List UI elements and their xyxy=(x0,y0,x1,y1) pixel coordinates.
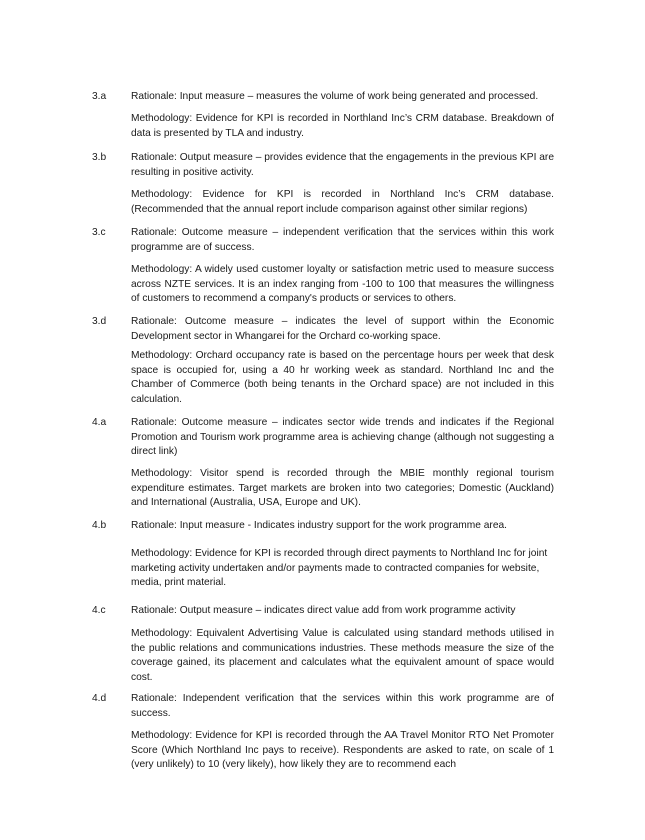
methodology-text: Methodology: Equivalent Advertising Value is calculated using standard methods utilised in the public relations and communications industries. These methods measure the size of the coverage gained, its placement and calculates what the equivalent amount of space would cost. xyxy=(131,628,554,683)
kpi-number: 3.b xyxy=(92,152,107,163)
kpi-number: 4.d xyxy=(92,693,107,704)
methodology-text: Methodology: Evidence for KPI is recorded through the AA Travel Monitor RTO Net Promoter Score (Which Northland Inc pays to receive). Respondents are asked to rate, on scale of 1 (very unlikely) to 10 (very likely), how likely they are to recommend each xyxy=(131,730,554,771)
kpi-number: 4.a xyxy=(92,417,107,428)
methodology-text: Methodology: Evidence for KPI is recorded through direct payments to Northland Inc for joint marketing activity undertaken and/or payments made to contracted companies for website, media, print material. xyxy=(131,548,548,589)
kpi-number: 3.c xyxy=(92,227,106,238)
kpi-number: 3.d xyxy=(92,316,107,327)
rationale-text: Rationale: Independent verification that the services within this work programme are of success. xyxy=(131,693,554,719)
methodology-text: Methodology: Evidence for KPI is recorded in Northland Inc’s CRM database. (Recommended that the annual report include comparison against other similar regions) xyxy=(131,189,554,215)
methodology-text: Methodology: Visitor spend is recorded through the MBIE monthly regional tourism expenditure estimates. Target markets are broken into two categories; Domestic (Auckland) and International (Australia, USA, Europe and UK). xyxy=(131,468,554,509)
rationale-text: Rationale: Outcome measure – independent verification that the services within this work programme are of success. xyxy=(131,227,554,253)
kpi-number: 4.b xyxy=(92,520,107,531)
kpi-number: 4.c xyxy=(92,605,106,616)
kpi-number: 3.a xyxy=(92,91,107,102)
methodology-text: Methodology: A widely used customer loyalty or satisfaction metric used to measure success across NZTE services. It is an index ranging from -100 to 100 that measures the willingness of customers to recommend a company's products or services to others. xyxy=(131,264,554,305)
rationale-text: Rationale: Output measure – indicates direct value add from work programme activity xyxy=(131,605,516,616)
methodology-text: Methodology: Orchard occupancy rate is based on the percentage hours per week that desk space is occupied for, using a 40 hr working week as standard. Northland Inc and the Chamber of Commerce (both being tenants in the Orchard space) are not included in this calculation. xyxy=(131,350,554,405)
rationale-text: Rationale: Outcome measure – indicates sector wide trends and indicates if the Regional Promotion and Tourism work programme area is achieving change (although not suggesting a direct link) xyxy=(131,417,554,458)
rationale-text: Rationale: Output measure – provides evidence that the engagements in the previous KPI are resulting in positive activity. xyxy=(131,152,554,178)
rationale-text: Rationale: Outcome measure – indicates the level of support within the Economic Development sector in Whangarei for the Orchard co-working space. xyxy=(131,316,554,342)
methodology-text: Methodology: Evidence for KPI is recorded in Northland Inc’s CRM database. Breakdown of data is presented by TLA and industry. xyxy=(131,113,554,139)
rationale-text: Rationale: Input measure - Indicates industry support for the work programme area. xyxy=(131,520,507,531)
rationale-text: Rationale: Input measure – measures the volume of work being generated and processed. xyxy=(131,91,539,102)
